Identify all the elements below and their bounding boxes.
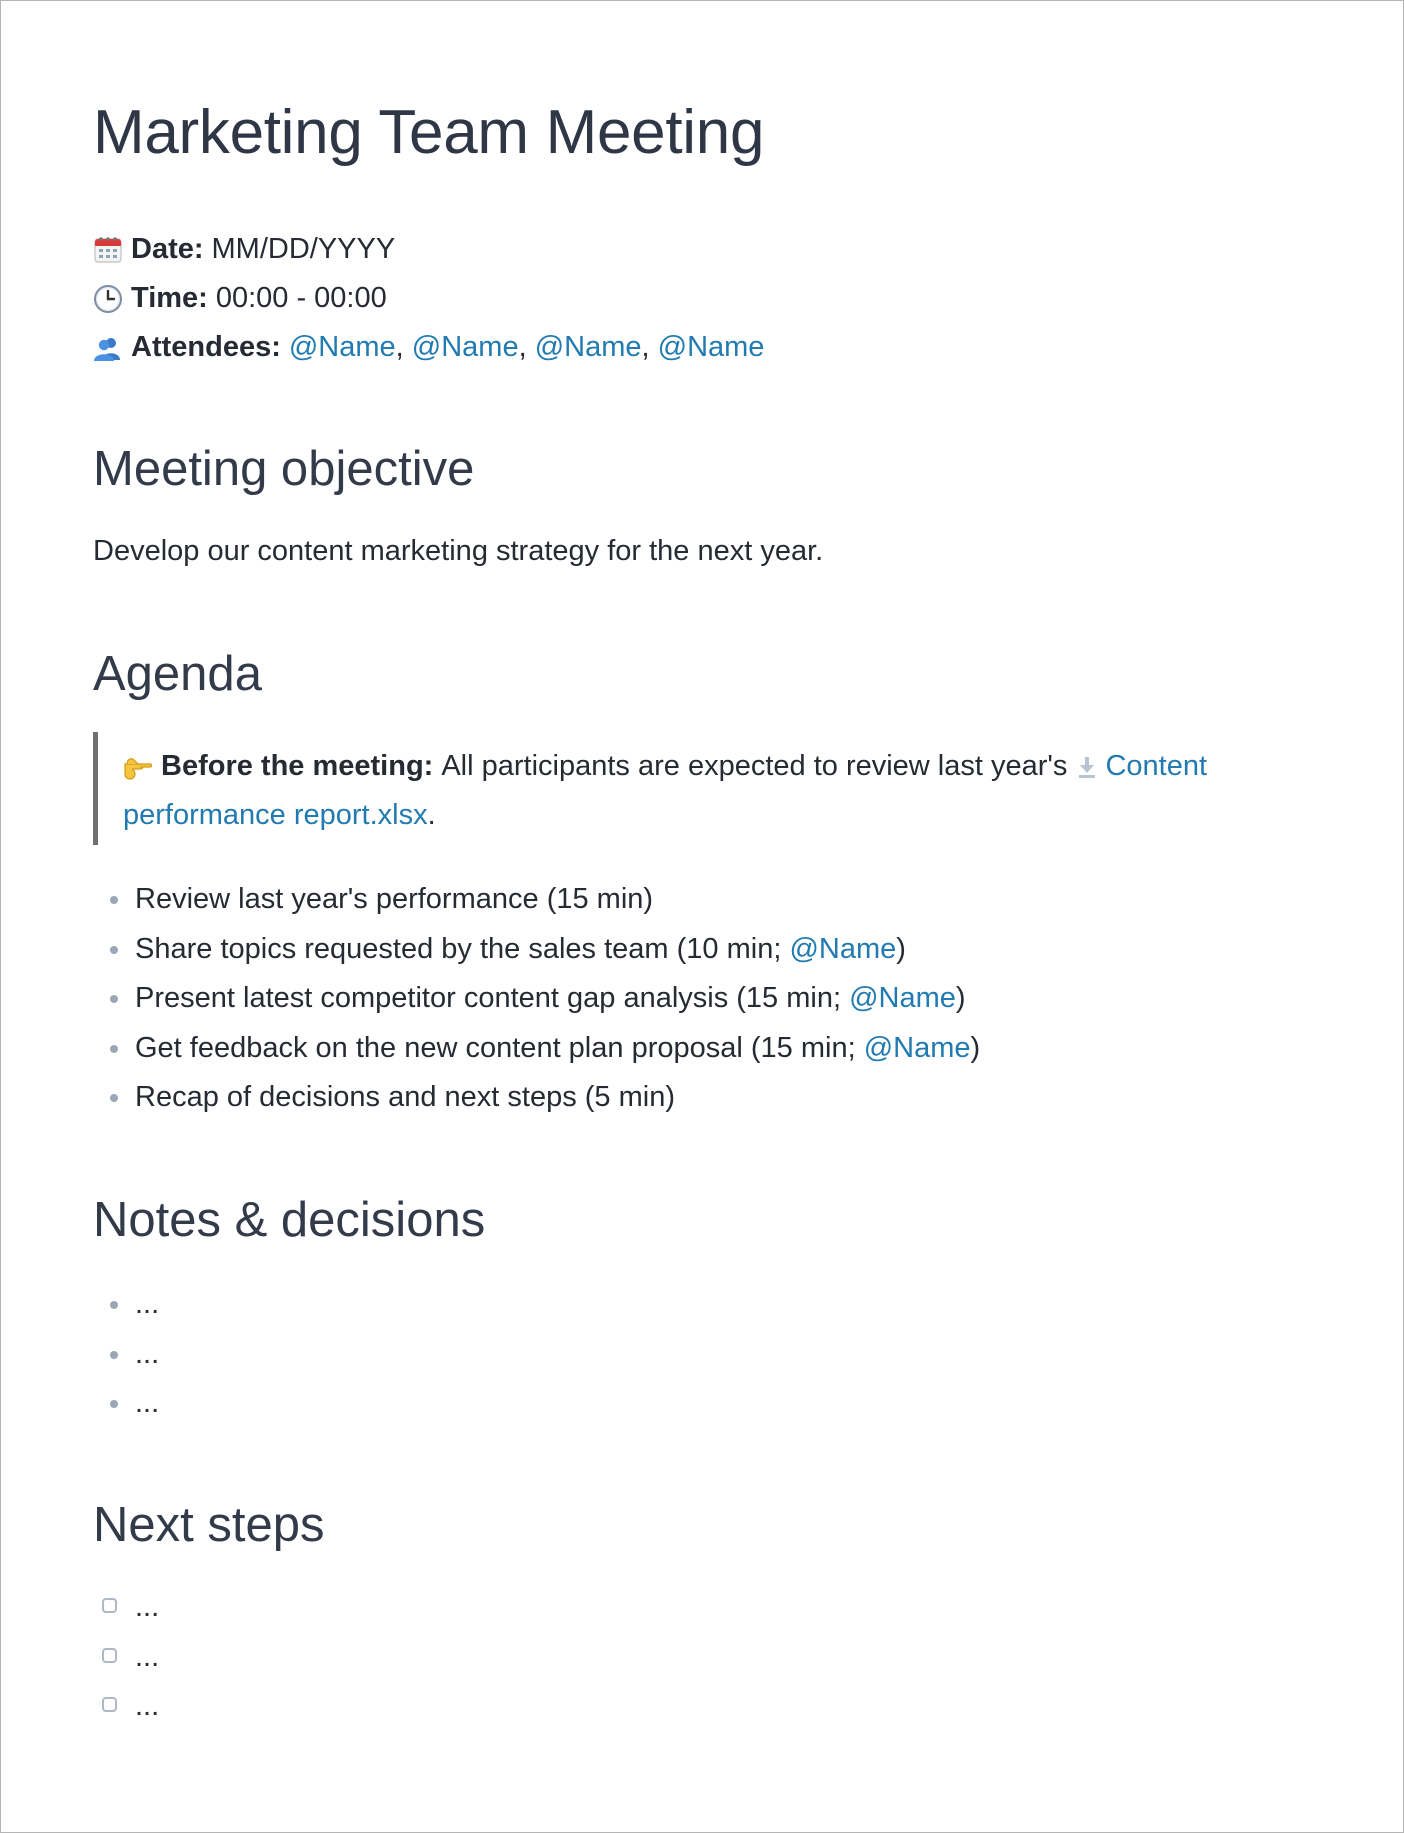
agenda-item-text: Present latest competitor content gap analysis (15 min; xyxy=(135,982,850,1014)
attendee-mention[interactable]: @Name xyxy=(288,331,396,363)
agenda-item-end: ) xyxy=(896,932,906,965)
next-steps-heading: Next steps xyxy=(93,1498,325,1552)
notes-item-text: ... xyxy=(135,1288,160,1320)
next-step-item xyxy=(93,1633,159,1683)
time-row xyxy=(93,274,764,323)
next-step-checkbox[interactable] xyxy=(102,1598,117,1613)
notes-list xyxy=(93,1280,159,1429)
objective-heading: Meeting objective xyxy=(93,442,475,496)
bullet-dot xyxy=(110,896,118,904)
agenda-item xyxy=(93,1024,980,1074)
agenda-item-text: Recap of decisions and next steps (5 min) xyxy=(135,1081,675,1113)
agenda-mention[interactable]: @Name xyxy=(863,1031,971,1064)
people-icon xyxy=(93,333,123,363)
attendee-mention[interactable]: @Name xyxy=(657,331,765,363)
attendee-mention[interactable]: @Name xyxy=(411,331,519,363)
clock-icon xyxy=(93,284,123,314)
bullet-dot xyxy=(110,1400,118,1408)
date-label: Date: xyxy=(131,233,204,265)
attendee-separator: , xyxy=(641,331,650,363)
notes-heading: Notes & decisions xyxy=(93,1193,486,1247)
calendar-icon xyxy=(93,235,123,265)
next-step-text: ... xyxy=(135,1640,160,1673)
agenda-mention[interactable]: @Name xyxy=(789,932,897,965)
meeting-meta xyxy=(93,225,764,372)
notes-item-text: ... xyxy=(135,1337,160,1370)
callout-line xyxy=(123,742,1207,791)
agenda-callout xyxy=(93,732,1213,845)
agenda-item-text: Share topics requested by the sales team (10 min; xyxy=(135,932,790,965)
agenda-item-end: ) xyxy=(955,982,966,1014)
bullet-dot xyxy=(110,1301,118,1309)
attendees-row xyxy=(93,323,764,372)
bullet-dot xyxy=(110,995,118,1003)
date-value: MM/DD/YYYY xyxy=(211,233,396,265)
callout-label: Before the meeting: xyxy=(161,750,434,782)
next-step-checkbox[interactable] xyxy=(102,1697,117,1712)
agenda-item-text: Get feedback on the new content plan proposal (15 min; xyxy=(135,1031,864,1064)
time-value: 00:00 - 00:00 xyxy=(215,282,387,314)
page-title: Marketing Team Meeting xyxy=(93,98,765,167)
agenda-heading: Agenda xyxy=(93,647,262,701)
time-label: Time: xyxy=(131,282,208,314)
next-step-item xyxy=(93,1682,159,1732)
agenda-item-text: Review last year's performance (15 min) xyxy=(135,883,654,915)
pointing-hand-icon xyxy=(123,752,153,782)
download-icon xyxy=(1075,755,1099,779)
report-link[interactable]: performance report.xlsx xyxy=(123,799,428,831)
agenda-item xyxy=(93,1073,980,1123)
bullet-dot xyxy=(110,1045,118,1053)
next-steps-list xyxy=(93,1583,159,1732)
agenda-item-end: ) xyxy=(970,1031,981,1064)
next-step-checkbox[interactable] xyxy=(102,1648,117,1663)
agenda-list xyxy=(93,875,980,1123)
next-step-text: ... xyxy=(135,1690,160,1722)
agenda-item xyxy=(93,925,980,975)
attendee-mention[interactable]: @Name xyxy=(534,331,642,363)
objective-text: Develop our content marketing strategy for the next year. xyxy=(93,535,824,567)
report-link[interactable]: Content xyxy=(1105,750,1208,782)
bullet-dot xyxy=(110,1094,118,1102)
notes-item-text: ... xyxy=(135,1387,160,1419)
attendee-separator: , xyxy=(395,331,404,363)
notes-item xyxy=(93,1379,159,1429)
bullet-dot xyxy=(110,946,118,954)
callout-period: . xyxy=(427,799,436,831)
agenda-item xyxy=(93,875,980,925)
callout-line xyxy=(123,791,436,840)
next-step-item xyxy=(93,1583,159,1633)
next-step-text: ... xyxy=(135,1591,160,1623)
bullet-dot xyxy=(110,1351,118,1359)
agenda-item xyxy=(93,974,980,1024)
notes-item xyxy=(93,1280,159,1330)
callout-text: All participants are expected to review last year's xyxy=(441,750,1068,782)
agenda-mention[interactable]: @Name xyxy=(849,982,956,1014)
attendee-separator: , xyxy=(518,331,527,363)
notes-item xyxy=(93,1330,159,1380)
date-row xyxy=(93,225,764,274)
attendees-label: Attendees: xyxy=(131,331,281,363)
